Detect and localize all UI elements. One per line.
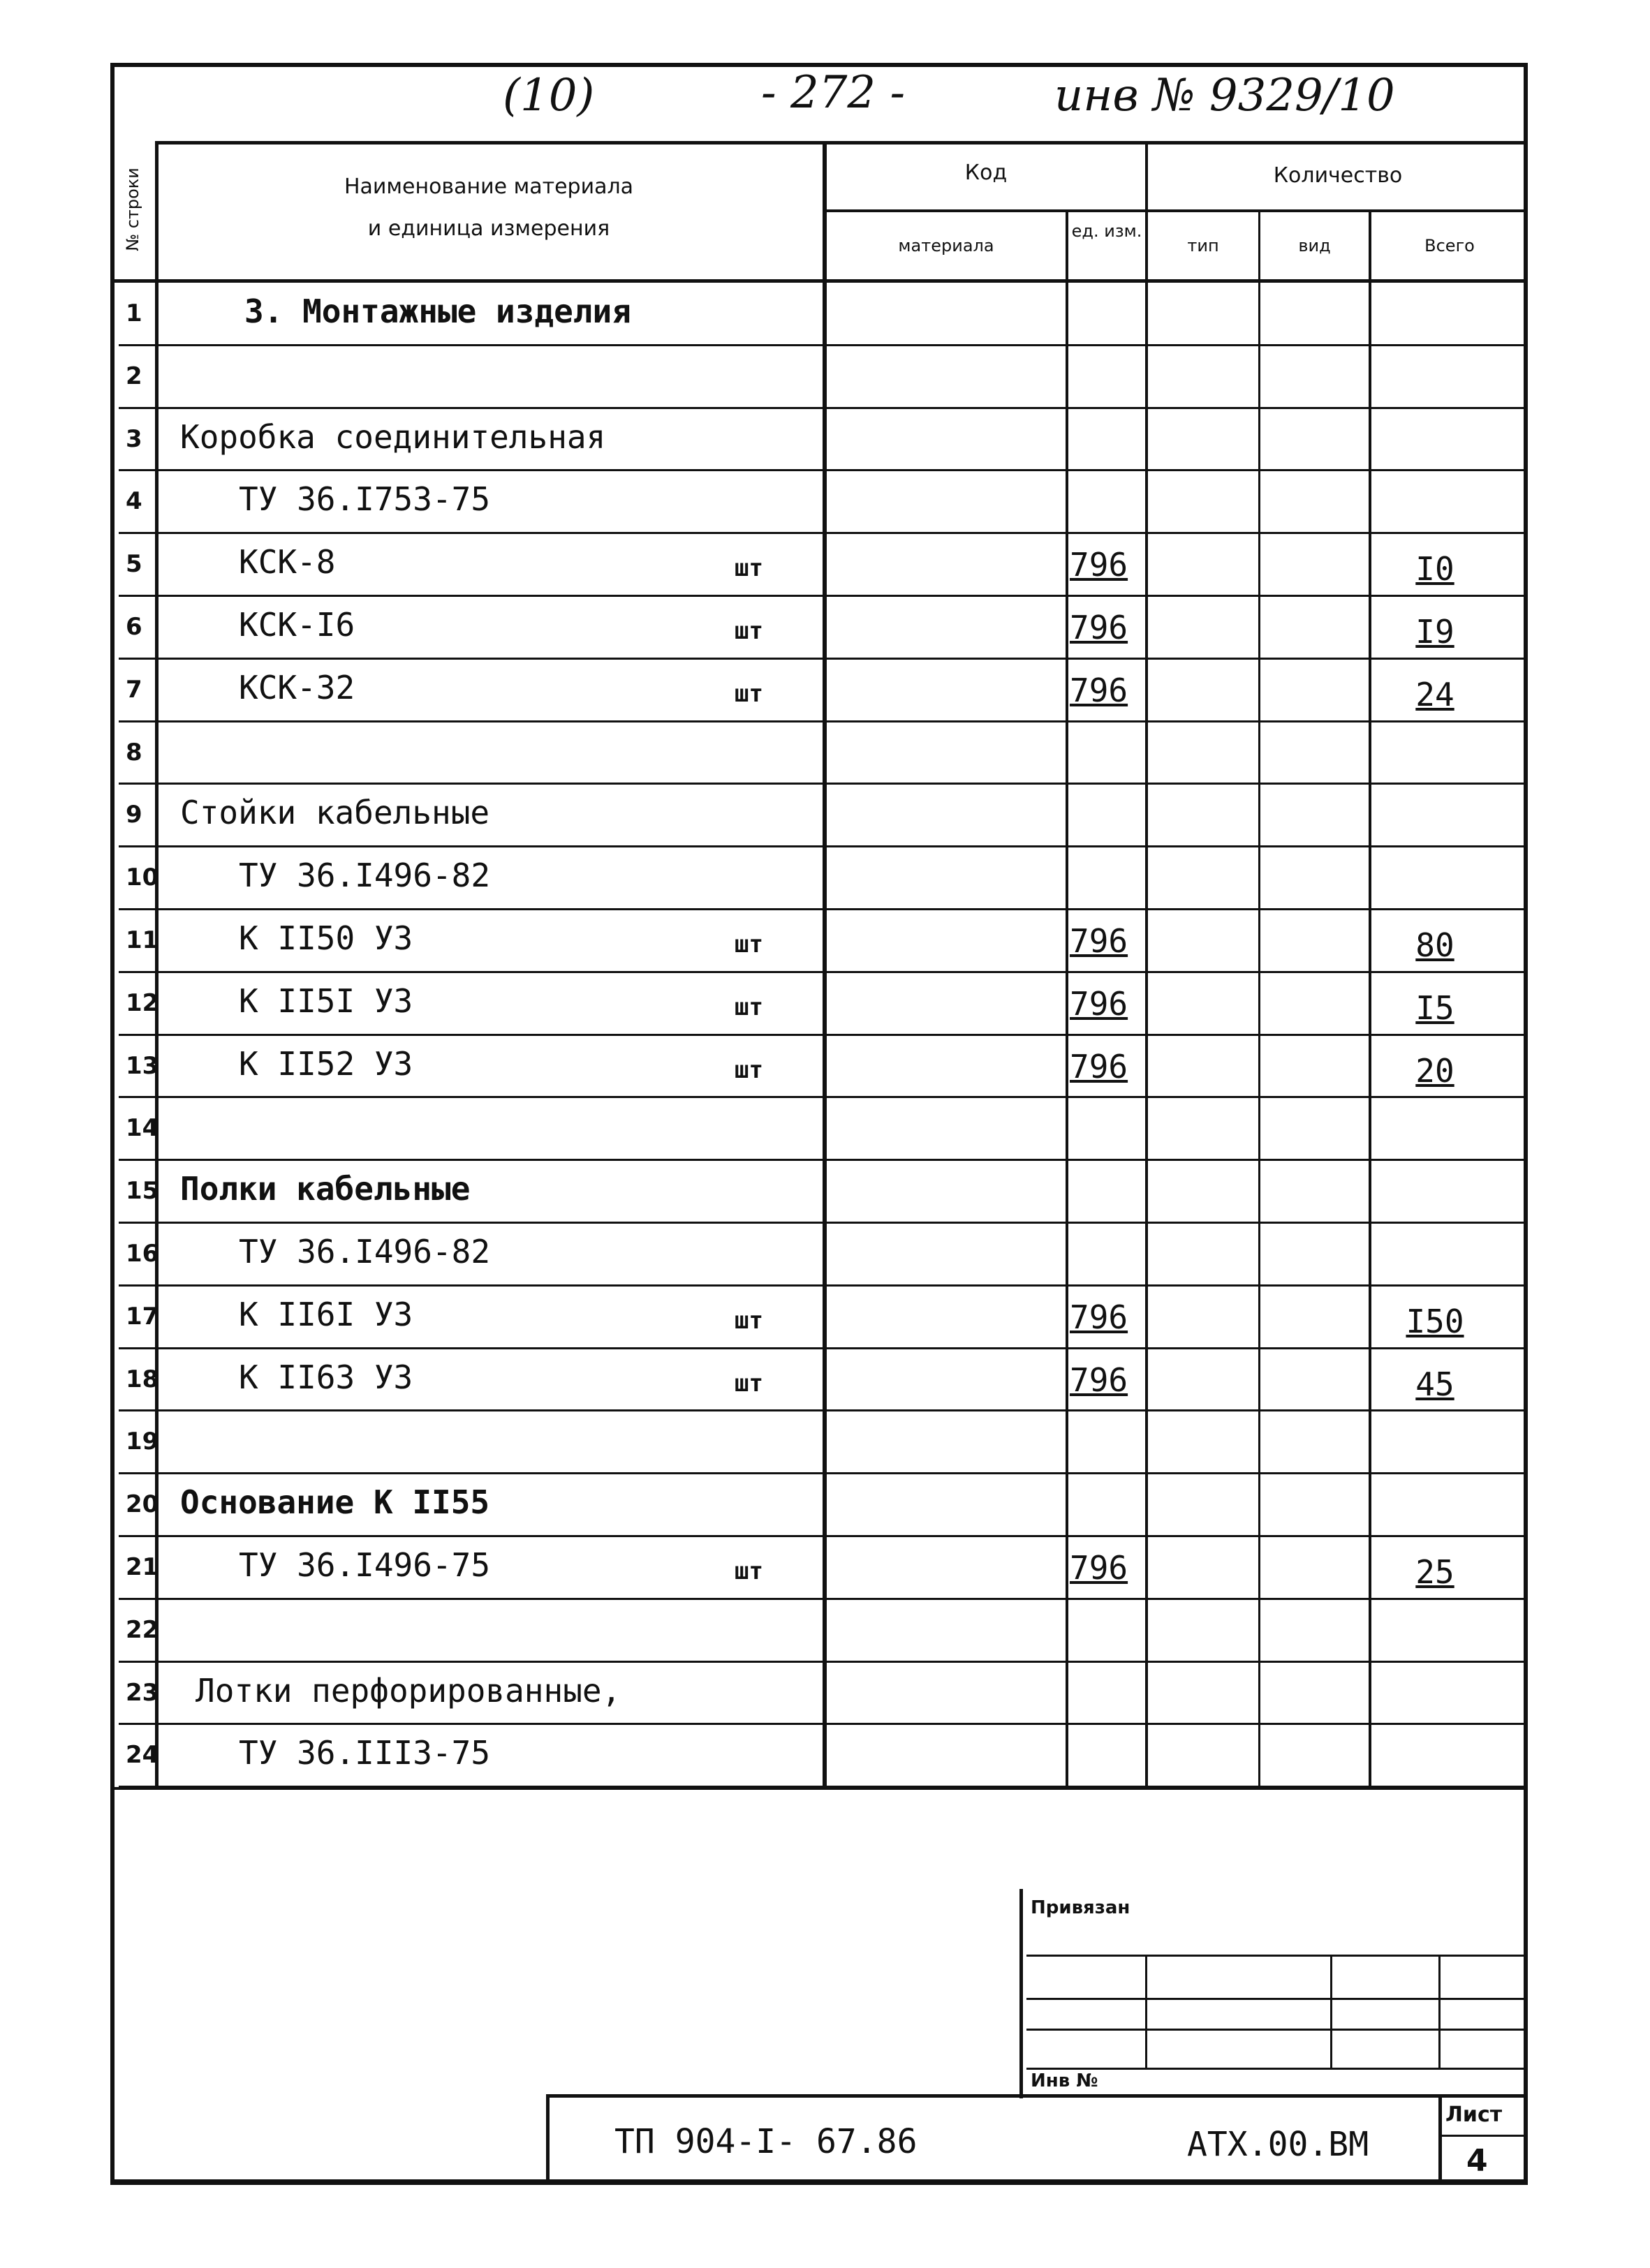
- row-unit-code: 796: [1070, 922, 1128, 960]
- row-unit-code: 796: [1070, 1048, 1128, 1085]
- stamp-attach-line-2: [1026, 1998, 1528, 2000]
- row-unit-code: 796: [1070, 985, 1128, 1023]
- row-total: I5: [1415, 989, 1454, 1027]
- row-total: 25: [1415, 1553, 1454, 1591]
- row-separator: [119, 1284, 1528, 1287]
- row-number: 24: [126, 1741, 159, 1769]
- row-name: КСК-I6: [239, 606, 355, 644]
- row-number: 16: [126, 1240, 159, 1268]
- row-number: 11: [126, 926, 159, 954]
- row-separator: [119, 1535, 1528, 1537]
- row-unit-code: 796: [1070, 1549, 1128, 1587]
- row-unit-code: 796: [1070, 546, 1128, 584]
- page-marker-annotation: - 272 -: [761, 67, 906, 119]
- row-total: 45: [1415, 1365, 1454, 1403]
- row-separator: [119, 658, 1528, 660]
- row-number: 12: [126, 989, 159, 1017]
- row-number: 5: [126, 550, 142, 578]
- row-total: 24: [1415, 676, 1454, 713]
- col-line-unit: [1145, 141, 1148, 1787]
- row-unit-code: 796: [1070, 609, 1128, 646]
- row-separator: [119, 1661, 1528, 1663]
- row-number: 8: [126, 739, 142, 766]
- row-separator: [119, 1472, 1528, 1474]
- row-total: 20: [1415, 1052, 1454, 1090]
- row-number: 15: [126, 1177, 159, 1205]
- row-unit: шт: [735, 680, 763, 708]
- header-kind: вид: [1298, 236, 1331, 255]
- row-unit: шт: [735, 1557, 763, 1585]
- stamp-attach-left-line: [1019, 1889, 1023, 2098]
- row-unit: шт: [735, 1056, 763, 1084]
- project-code: ТП 904-I- 67.86: [614, 2122, 918, 2161]
- col-line-kind: [1369, 211, 1371, 1787]
- row-name: К II52 У3: [239, 1045, 413, 1083]
- row-number: 14: [126, 1114, 159, 1142]
- title-block-sheet-hline: [1438, 2135, 1528, 2137]
- header-unit: ед. изм.: [1071, 221, 1142, 241]
- sheet-number: 4: [1466, 2143, 1488, 2179]
- stamp-attach-vline-2: [1330, 1955, 1332, 2068]
- row-number: 7: [126, 676, 142, 704]
- row-total: 80: [1415, 926, 1454, 964]
- row-separator: [119, 407, 1528, 409]
- row-unit: шт: [735, 554, 763, 582]
- row-number: 22: [126, 1616, 159, 1644]
- row-separator: [119, 1034, 1528, 1036]
- row-name: Полки кабельные: [180, 1170, 471, 1208]
- stamp-attached-label: Привязан: [1031, 1897, 1130, 1918]
- header-code: Код: [964, 161, 1008, 185]
- title-block-left-line: [546, 2094, 550, 2185]
- row-total: I0: [1415, 550, 1454, 588]
- row-separator: [119, 469, 1528, 471]
- row-separator: [119, 1786, 1528, 1788]
- row-number: 2: [126, 362, 142, 390]
- row-number: 3: [126, 425, 142, 453]
- stamp-attach-line-4: [1026, 2068, 1528, 2070]
- row-separator: [119, 783, 1528, 785]
- row-separator: [119, 908, 1528, 910]
- row-name: ТУ 36.III3-75: [239, 1734, 491, 1772]
- row-number: 10: [126, 864, 159, 891]
- row-name: ТУ 36.I496-75: [239, 1546, 491, 1584]
- header-name-line1: Наименование материала: [344, 175, 634, 199]
- row-unit: шт: [735, 931, 763, 958]
- title-block-top-line: [546, 2094, 1528, 2098]
- header-material: материала: [898, 236, 994, 255]
- row-separator: [119, 1409, 1528, 1411]
- stamp-attach-line-1: [1026, 1955, 1528, 1957]
- row-separator: [119, 720, 1528, 722]
- header-row-no: № строки: [123, 168, 142, 251]
- row-number: 19: [126, 1428, 159, 1455]
- row-number: 23: [126, 1679, 159, 1707]
- row-name: Основание К II55: [180, 1483, 490, 1521]
- header-code-qty-divider: [823, 209, 1528, 212]
- header-total: Всего: [1424, 236, 1475, 255]
- sheet-label: Лист: [1445, 2103, 1503, 2127]
- row-separator: [119, 1347, 1528, 1349]
- row-number: 21: [126, 1553, 159, 1581]
- row-total: I50: [1406, 1303, 1464, 1340]
- stamp-attach-vline-3: [1438, 1955, 1441, 2068]
- row-name: ТУ 36.I496-82: [239, 1233, 491, 1270]
- document-code: АТХ.00.ВМ: [1187, 2125, 1369, 2164]
- row-name: КСК-32: [239, 669, 355, 706]
- row-unit: шт: [735, 1307, 763, 1335]
- row-separator: [119, 971, 1528, 973]
- row-name: К II6I У3: [239, 1296, 413, 1333]
- header-bottom-line: [110, 279, 1528, 283]
- row-number: 13: [126, 1052, 159, 1080]
- row-name: Лотки перфорированные,: [196, 1672, 621, 1710]
- header-top-line: [155, 141, 1528, 144]
- row-number: 18: [126, 1365, 159, 1393]
- stamp-inv-label: Инв №: [1031, 2070, 1098, 2091]
- row-name: Стойки кабельные: [180, 794, 490, 831]
- header-type: тип: [1187, 236, 1219, 255]
- stamp-attach-vline-1: [1145, 1955, 1147, 2068]
- row-unit-code: 796: [1070, 1361, 1128, 1399]
- row-unit: шт: [735, 1370, 763, 1398]
- row-number: 20: [126, 1490, 159, 1518]
- stamp-attach-line-3: [1026, 2029, 1528, 2031]
- col-line-name: [823, 141, 827, 1787]
- row-name: ТУ 36.I496-82: [239, 857, 491, 894]
- col-line-type: [1258, 211, 1260, 1787]
- row-name: КСК-8: [239, 543, 336, 581]
- row-separator: [119, 532, 1528, 534]
- row-unit-code: 796: [1070, 672, 1128, 709]
- inventory-annotation: инв № 9329/10: [1054, 70, 1395, 121]
- row-separator: [119, 595, 1528, 597]
- row-number: 17: [126, 1303, 159, 1331]
- title-block-sheet-divider: [1438, 2094, 1442, 2185]
- row-unit: шт: [735, 993, 763, 1021]
- row-separator: [119, 1159, 1528, 1161]
- header-quantity: Количество: [1273, 163, 1403, 188]
- row-number: 1: [126, 299, 142, 327]
- row-name: 3. Монтажные изделия: [244, 292, 631, 330]
- row-separator: [119, 344, 1528, 346]
- row-name: К II50 У3: [239, 919, 413, 957]
- row-separator: [119, 1222, 1528, 1224]
- col-line-material: [1066, 211, 1068, 1787]
- row-unit: шт: [735, 617, 763, 645]
- row-separator: [119, 1096, 1528, 1098]
- row-separator: [119, 845, 1528, 847]
- row-separator: [119, 1598, 1528, 1600]
- header-name-line2: и единица измерения: [367, 216, 610, 241]
- row-total: I9: [1415, 613, 1454, 651]
- sheet-number-annotation: (10): [503, 70, 595, 121]
- page-frame: [110, 63, 1528, 2185]
- row-number: 9: [126, 801, 142, 829]
- row-name: К II63 У3: [239, 1358, 413, 1396]
- row-number: 6: [126, 613, 142, 641]
- row-name: К II5I У3: [239, 982, 413, 1020]
- row-name: ТУ 36.I753-75: [239, 480, 491, 518]
- row-name: Коробка соединительная: [180, 418, 606, 456]
- row-separator: [119, 1723, 1528, 1725]
- row-number: 4: [126, 487, 142, 515]
- row-unit-code: 796: [1070, 1298, 1128, 1336]
